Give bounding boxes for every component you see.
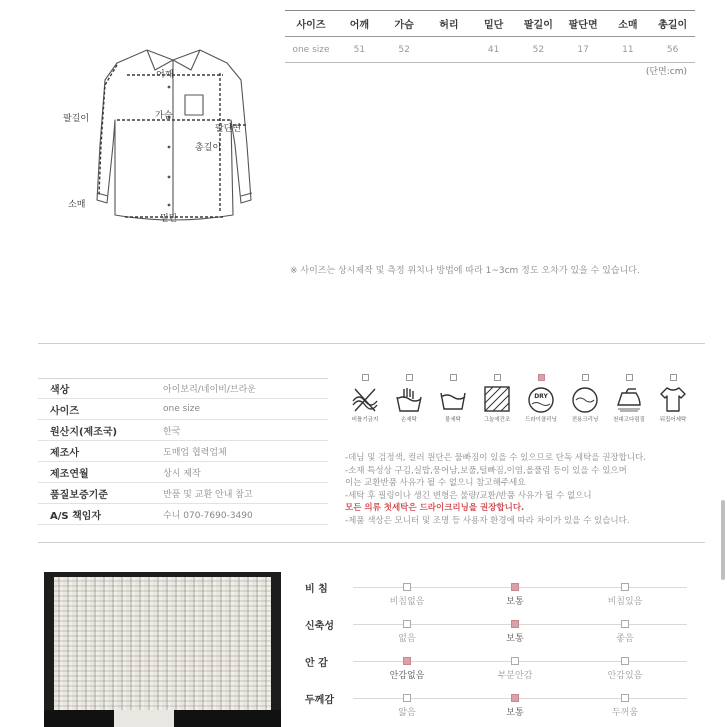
care-note: -소재 특성상 구김,실밥,뭉어남,보풀,털빠짐,이염,올풀림 등이 있을 수 있으며 (345, 465, 627, 476)
rating-dot (403, 620, 411, 628)
rating-option: 얇음 (398, 708, 416, 718)
arm-length-cell: 52 (532, 44, 545, 55)
diagram-label-total-length: 총길이 (195, 143, 222, 153)
care-label: 물세탁 (445, 417, 461, 423)
scrollbar[interactable] (721, 500, 725, 580)
inside-out-icon (658, 385, 688, 413)
rating-dot (403, 694, 411, 702)
rating-option: 비침없음 (389, 597, 425, 607)
info-key: 제조사 (50, 447, 79, 459)
info-row (38, 378, 328, 399)
info-value: 수니 070-7690-3490 (163, 510, 253, 521)
care-label: 드라이클리닝 (525, 417, 557, 423)
rating-row-lining (305, 652, 705, 689)
sleeve-width-cell: 17 (577, 44, 589, 55)
diagram-label-chest: 가슴 (155, 111, 173, 121)
diagram-label-shoulder: 어깨 (156, 70, 174, 80)
care-item-dry-clean (519, 374, 563, 423)
diagram-label-arm-length: 팔길이 (63, 114, 90, 124)
rating-option: 없음 (398, 634, 416, 644)
rating-dot (621, 694, 629, 702)
arm-length-header: 팔길이 (523, 20, 553, 31)
care-note-highlight: 모든 의류 첫세탁은 드라이크리닝을 권장합니다. (345, 503, 525, 513)
info-row (38, 462, 328, 483)
care-item-water-wash (431, 374, 475, 423)
rating-dot (621, 657, 629, 665)
info-key: 색상 (50, 385, 70, 396)
rating-option: 안감있음 (607, 671, 643, 681)
diagram-label-sleeve-width: 팔단면 (215, 124, 242, 134)
hem-header: 밑단 (483, 20, 504, 31)
care-notes (345, 452, 705, 527)
care-item-no-wring (343, 374, 387, 423)
iron-cloth-icon (614, 385, 644, 413)
care-label: 전용크리닝 (571, 417, 599, 423)
rating-option: 안감없음 (389, 671, 425, 681)
rating-name: 두께감 (305, 695, 334, 706)
info-row (38, 399, 328, 420)
info-value: 반품 및 교환 안내 참고 (163, 489, 253, 500)
rating-name: 신축성 (305, 621, 334, 632)
dry-text: DRY (534, 393, 548, 400)
chest-header: 가슴 (394, 20, 414, 31)
rating-row-thickness (305, 689, 705, 726)
cuff-cell: 11 (622, 44, 634, 55)
info-key: 제조연월 (50, 468, 89, 480)
fabric-photo (44, 572, 281, 727)
measurement-diagram (55, 25, 285, 235)
size-table-row (285, 37, 695, 63)
rating-dot-selected (511, 694, 519, 702)
rating-option: 부분안감 (497, 671, 533, 681)
unit-note: (단면:cm) (645, 67, 687, 77)
sleeve-width-header: 팔단면 (568, 20, 598, 31)
rating-option: 좋음 (616, 634, 634, 644)
chest-cell: 52 (398, 44, 410, 55)
info-value: one size (163, 404, 201, 414)
care-item-shade-dry (475, 374, 519, 423)
rating-option: 비침있음 (607, 597, 643, 607)
size-header: 사이즈 (296, 20, 326, 31)
shoulder-header: 어깨 (349, 20, 370, 31)
size-table (285, 10, 695, 63)
fabric-rating (305, 578, 705, 726)
care-checkbox (626, 374, 633, 381)
care-checkbox (494, 374, 501, 381)
rating-option: 보통 (506, 597, 524, 607)
rating-dot-selected (511, 583, 519, 591)
rating-row-sheerness (305, 578, 705, 615)
section-divider (38, 542, 705, 543)
info-row (38, 420, 328, 441)
total-length-cell: 56 (666, 44, 679, 55)
care-item-special-clean (563, 374, 607, 423)
waist-header: 허리 (439, 20, 459, 31)
dry-clean-icon (526, 385, 556, 413)
shoulder-cell: 51 (353, 44, 366, 55)
info-value: 아이보리/네이비/브라운 (163, 385, 257, 395)
info-value: 한국 (163, 426, 181, 437)
care-item-iron-cloth (607, 374, 651, 423)
size-note: ※ 사이즈는 상시제작 및 측정 위치나 방법에 따라 1~3cm 정도 오차가 있을 수 있습니다. (290, 266, 640, 276)
care-label: 비틀기금지 (351, 417, 379, 423)
care-checkbox (450, 374, 457, 381)
shade-dry-icon (482, 385, 512, 413)
rating-dot (621, 620, 629, 628)
care-checkbox (582, 374, 589, 381)
care-note: -세탁 후 필링이나 생긴 변형은 불량/교환/반품 사유가 될 수 없으니 (345, 490, 592, 501)
info-key: A/S 책임자 (50, 510, 102, 522)
care-label: 그늘에건조 (483, 417, 511, 423)
diagram-label-hem: 밑단 (160, 214, 178, 224)
rating-row-stretch (305, 615, 705, 652)
diagram-label-cuff: 소매 (68, 200, 86, 210)
rating-dot (403, 583, 411, 591)
care-item-hand-wash (387, 374, 431, 423)
no-wring-icon (350, 385, 380, 413)
info-key: 사이즈 (50, 405, 79, 417)
info-key: 품질보증기준 (50, 489, 108, 501)
care-checkbox (670, 374, 677, 381)
info-value: 상시 제작 (163, 468, 201, 479)
special-clean-icon (570, 385, 600, 413)
rating-name: 안 감 (305, 658, 328, 669)
jacket-outline-icon (55, 25, 285, 235)
size-cell: one size (292, 44, 330, 55)
care-icons (343, 374, 698, 438)
care-label: 손세탁 (401, 417, 417, 423)
section-divider (38, 343, 705, 344)
water-wash-icon (438, 385, 468, 413)
rating-dot-selected (403, 657, 411, 665)
total-length-header: 총길이 (658, 20, 688, 31)
hem-cell: 41 (487, 44, 500, 55)
info-row (38, 441, 328, 462)
care-label: 천대고다림질 (613, 417, 645, 423)
cuff-header: 소매 (618, 20, 638, 31)
care-note: -제품 색상은 모니터 및 조명 등 사용자 환경에 따라 차이가 있을 수 있습니다. (345, 515, 630, 526)
hand-wash-icon (394, 385, 424, 413)
care-note: 이는 교환반품 사유가 될 수 없으니 참고해주세요 (345, 478, 526, 488)
rating-dot (511, 657, 519, 665)
care-item-inside-out (651, 374, 695, 423)
info-key: 원산지(제조국) (50, 426, 118, 438)
rating-option: 보통 (506, 634, 524, 644)
rating-option: 두꺼움 (611, 708, 639, 718)
info-value: 도매업 협력업체 (163, 447, 227, 458)
rating-option: 보통 (506, 708, 524, 718)
rating-dot-selected (511, 620, 519, 628)
product-info-table (38, 378, 328, 525)
size-table-header (285, 11, 695, 37)
care-label: 뒤집어세탁 (659, 417, 687, 423)
info-row (38, 483, 328, 504)
care-note: -데님 및 검정색, 컬러 원단은 물빠짐이 있을 수 있으므로 단독 세탁을 권장합니다. (345, 453, 646, 463)
info-row (38, 504, 328, 525)
rating-name: 비 침 (305, 584, 328, 595)
care-checkbox (362, 374, 369, 381)
care-checkbox (538, 374, 545, 381)
rating-dot (621, 583, 629, 591)
care-checkbox (406, 374, 413, 381)
